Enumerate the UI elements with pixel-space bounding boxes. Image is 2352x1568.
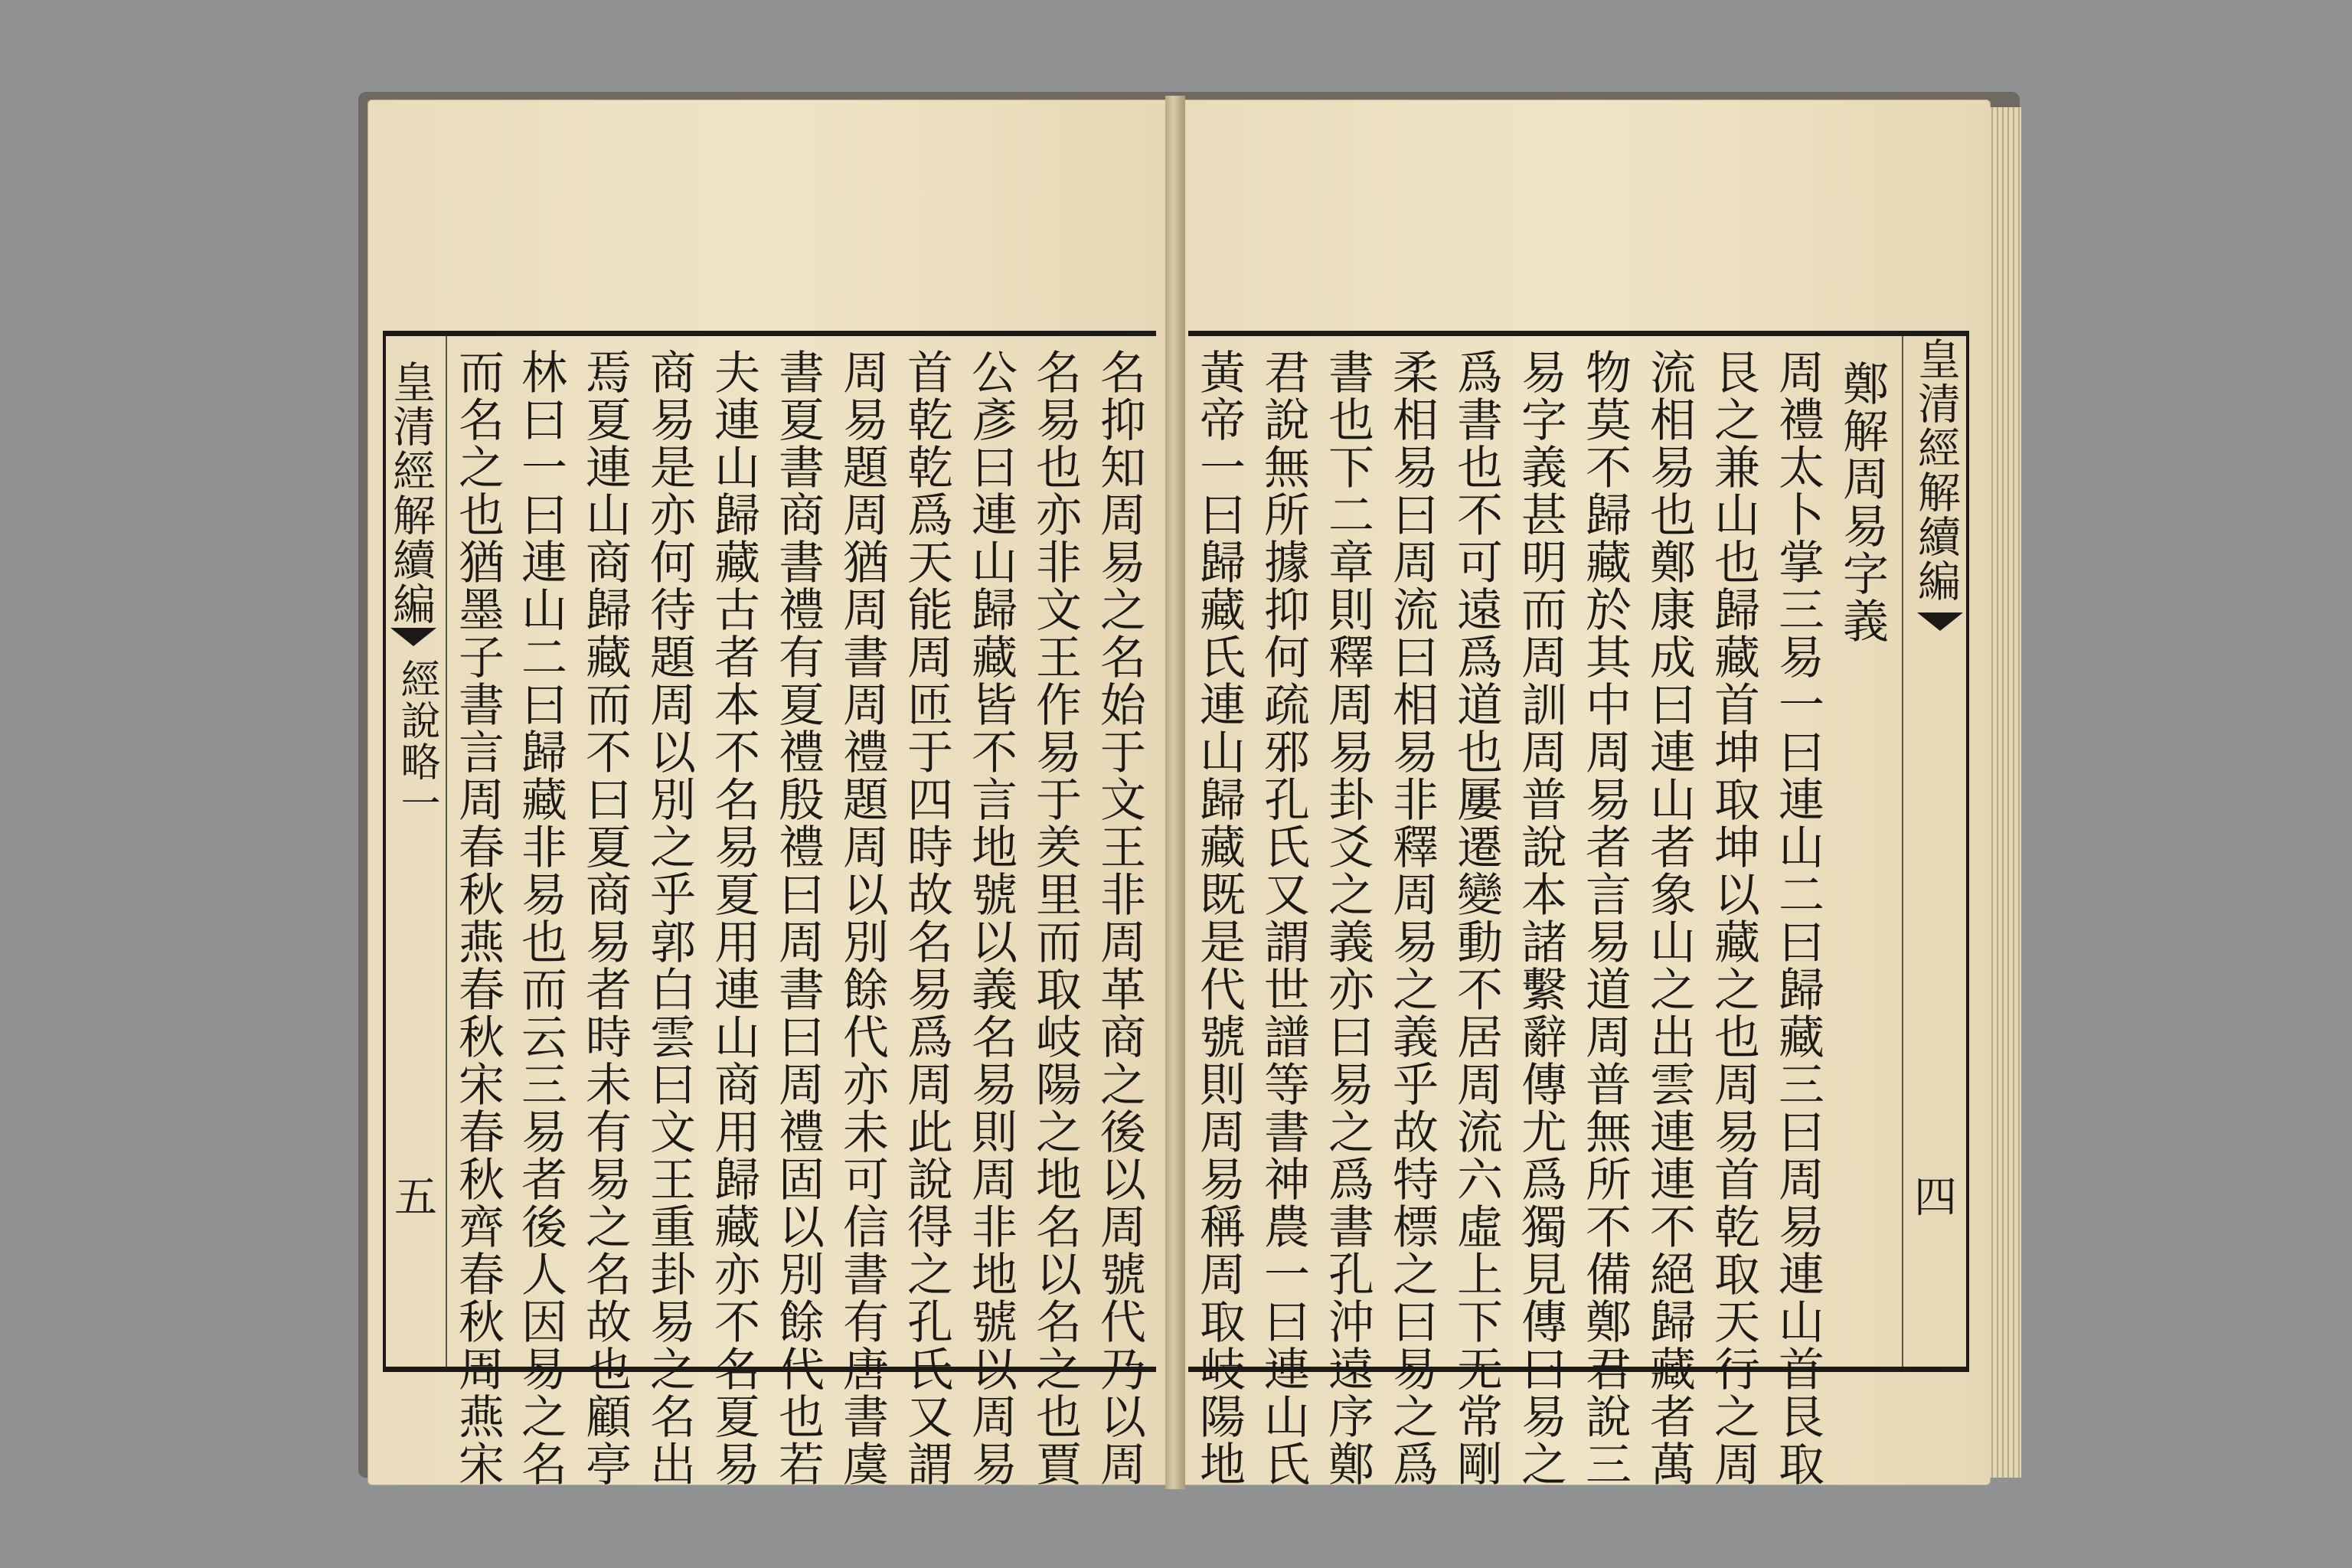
left-column-11: 而名之也猶墨子書言周春秋燕春秋宋春秋齊春秋周燕宋 <box>451 348 505 1488</box>
left-column-8: 商易是亦何待題周以別之乎郭白雲曰文王重卦易之名出 <box>642 348 696 1488</box>
left-margin-section: 經說略一 <box>394 658 439 824</box>
book-gutter <box>1165 96 1185 1489</box>
right-column-1: 周禮太卜掌三易一曰連山二曰歸藏三曰周易連山首艮取 <box>1771 348 1824 1488</box>
right-column-3: 流相易也鄭康成曰連山者象山之出雲連連不絕歸藏者萬 <box>1642 348 1696 1488</box>
left-margin-title: 皇清經解續編 <box>386 360 436 626</box>
left-page-number: 五 <box>394 1173 437 1223</box>
left-column-9: 焉夏連山商歸藏而不曰夏商易者時未有易之名故也顧亭 <box>578 348 632 1488</box>
fish-tail-mark-right <box>1917 612 1963 631</box>
margin-rule-right <box>1902 335 1903 1367</box>
right-column-4: 物莫不歸藏於其中周易者言易道周普無所不備鄭君說三 <box>1578 348 1632 1488</box>
left-column-4: 首乾乾爲天能周匝于四時故名易爲周此說得之孔氏又謂 <box>900 348 953 1488</box>
section-heading: 鄭解周易字義 <box>1835 360 1889 645</box>
left-column-2: 名易也亦非文王作易于羑里而取岐陽之地名以名之也賈 <box>1028 348 1082 1488</box>
margin-rule <box>446 335 447 1367</box>
right-column-2: 艮之兼山也歸藏首坤取坤以藏之也周易首乾取天行之周 <box>1707 348 1760 1488</box>
fish-tail-mark <box>390 628 436 646</box>
left-column-10: 林曰一曰連山二曰歸藏非易也而云三易者後人因易之名 <box>514 348 567 1488</box>
right-column-5: 易字義甚明而周訓周普說本諸繫辭傳尤爲獨見傳曰易之 <box>1514 348 1567 1488</box>
left-column-7: 夫連山歸藏古者本不名易夏用連山商用歸藏亦不名夏易 <box>707 348 760 1488</box>
left-column-1: 名抑知周易之名始于文王非周革商之後以周號代乃以周 <box>1093 348 1146 1488</box>
right-margin-title: 皇清經解續編 <box>1911 337 1961 603</box>
right-column-7: 柔相易曰周流曰相易非釋周易之義乎故特標之曰易之爲 <box>1385 348 1439 1488</box>
right-column-8: 書也下二章則釋周易卦爻之義亦曰易之爲書孔沖遠序鄭 <box>1321 348 1374 1488</box>
left-column-5: 周易題周猶周書周禮題周以別餘代亦未可信書有唐書虞 <box>835 348 889 1488</box>
left-column-3: 公彥曰連山歸藏皆不言地號以義名易則周非地號以周易 <box>964 348 1018 1488</box>
right-column-10: 黃帝一曰歸藏氏連山歸藏既是代號則周易稱周取岐陽地 <box>1192 348 1246 1488</box>
page-edges <box>1988 107 2021 1478</box>
right-page-number: 四 <box>1914 1173 1957 1223</box>
right-column-6: 爲書也不可遠爲道也屢遷變動不居周流六虛上下无常剛 <box>1449 348 1503 1488</box>
right-column-9: 君說無所據抑何疏邪孔氏又謂世譜等書神農一曰連山氏 <box>1256 348 1310 1488</box>
left-column-6: 書夏書商書禮有夏禮殷禮曰周書曰周禮固以別餘代也若 <box>771 348 825 1488</box>
